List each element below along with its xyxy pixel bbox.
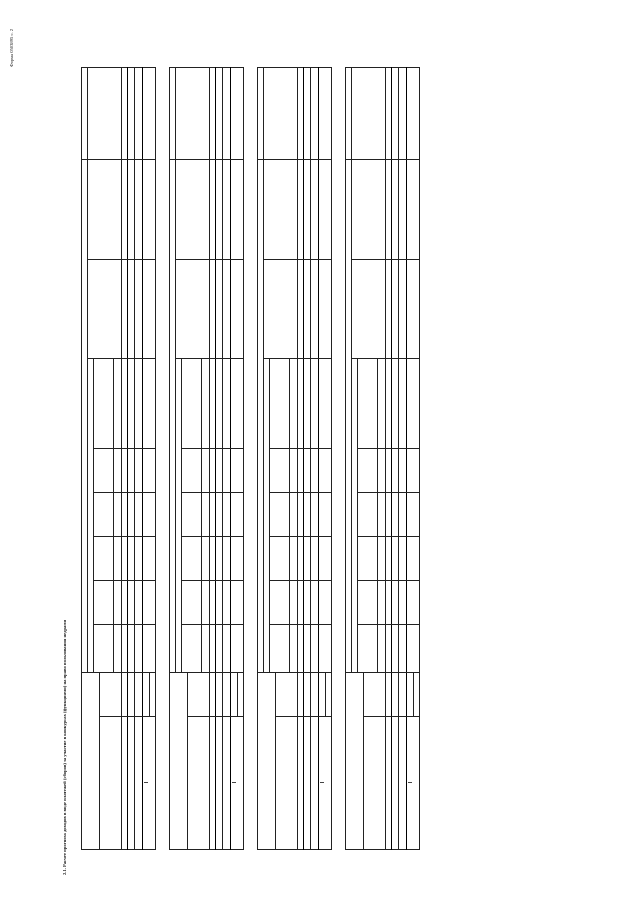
- rule-code-1: [149, 673, 150, 717]
- form-code: Форма 0503895 с. 2: [9, 28, 14, 67]
- col-sep-unit: [99, 716, 156, 717]
- rule-name-unit: [187, 673, 188, 850]
- rule-payments: [93, 359, 94, 673]
- col-sep-budget: [257, 159, 332, 160]
- col-sep-code: [81, 672, 156, 673]
- col-sep-unit: [275, 716, 332, 717]
- col-sep-recent: [263, 358, 332, 359]
- row-tick: [408, 783, 412, 784]
- rule-row-1: [398, 67, 399, 850]
- col-sep-year: [181, 448, 244, 449]
- col-sep-year: [357, 492, 420, 493]
- col-sep-coefficient: [175, 259, 244, 260]
- col-sep-year: [269, 624, 332, 625]
- col-sep-year: [181, 492, 244, 493]
- col-sep-year: [357, 536, 420, 537]
- col-sep-coefficient: [351, 259, 420, 260]
- col-sep-year: [357, 624, 420, 625]
- col-sep-year: [93, 492, 156, 493]
- row-tick: [232, 783, 236, 784]
- rule-colnums: [385, 67, 386, 850]
- rule-code-1: [325, 673, 326, 717]
- rule-rows-end: [406, 67, 407, 850]
- rule-group: [87, 67, 88, 673]
- col-sep-year: [357, 580, 420, 581]
- rule-colnums-heavy: [215, 67, 216, 850]
- rule-rows-end: [142, 67, 143, 850]
- col-sep-budget: [169, 159, 244, 160]
- rule-payments: [269, 359, 270, 673]
- rule-group: [263, 67, 264, 673]
- rule-years: [201, 359, 202, 673]
- col-sep-unit: [187, 716, 244, 717]
- rule-colnums-heavy: [303, 67, 304, 850]
- col-sep-year: [93, 580, 156, 581]
- rule-group: [175, 67, 176, 673]
- col-sep-unit: [363, 716, 420, 717]
- rule-colnums: [297, 67, 298, 850]
- col-sep-year: [181, 580, 244, 581]
- rule-name-unit: [363, 673, 364, 850]
- rule-payments: [357, 359, 358, 673]
- row-tick: [320, 783, 324, 784]
- section-main-title: 2.1. Расчет прогноза доходов в виде платежей (сборов) за участие в конкурсах (функциями) на право пользования недрами: [62, 619, 67, 875]
- col-sep-code: [345, 672, 420, 673]
- rule-rows-end: [318, 67, 319, 850]
- col-sep-year: [269, 536, 332, 537]
- col-sep-code: [257, 672, 332, 673]
- col-sep-recent: [87, 358, 156, 359]
- col-sep-recent: [351, 358, 420, 359]
- col-sep-budget: [345, 159, 420, 160]
- col-sep-year: [269, 448, 332, 449]
- rule-name-unit: [275, 673, 276, 850]
- col-sep-year: [357, 448, 420, 449]
- col-sep-year: [181, 536, 244, 537]
- rule-colnums-heavy: [127, 67, 128, 850]
- rule-colnums: [209, 67, 210, 850]
- col-sep-year: [93, 536, 156, 537]
- rule-row-1: [310, 67, 311, 850]
- col-sep-coefficient: [87, 259, 156, 260]
- rule-years: [377, 359, 378, 673]
- rule-row-1: [134, 67, 135, 850]
- rule-colnums: [121, 67, 122, 850]
- rule-rows-end: [230, 67, 231, 850]
- col-sep-code: [169, 672, 244, 673]
- rule-years: [113, 359, 114, 673]
- col-sep-coefficient: [263, 259, 332, 260]
- col-sep-budget: [81, 159, 156, 160]
- rule-group: [351, 67, 352, 673]
- col-sep-year: [93, 624, 156, 625]
- rule-name-unit: [99, 673, 100, 850]
- rule-row-1: [222, 67, 223, 850]
- rule-code-1: [413, 673, 414, 717]
- col-sep-recent: [175, 358, 244, 359]
- col-sep-year: [269, 580, 332, 581]
- rule-years: [289, 359, 290, 673]
- row-tick: [144, 783, 148, 784]
- col-sep-year: [93, 448, 156, 449]
- rule-code-1: [237, 673, 238, 717]
- rule-colnums-heavy: [391, 67, 392, 850]
- col-sep-year: [269, 492, 332, 493]
- rule-payments: [181, 359, 182, 673]
- col-sep-year: [181, 624, 244, 625]
